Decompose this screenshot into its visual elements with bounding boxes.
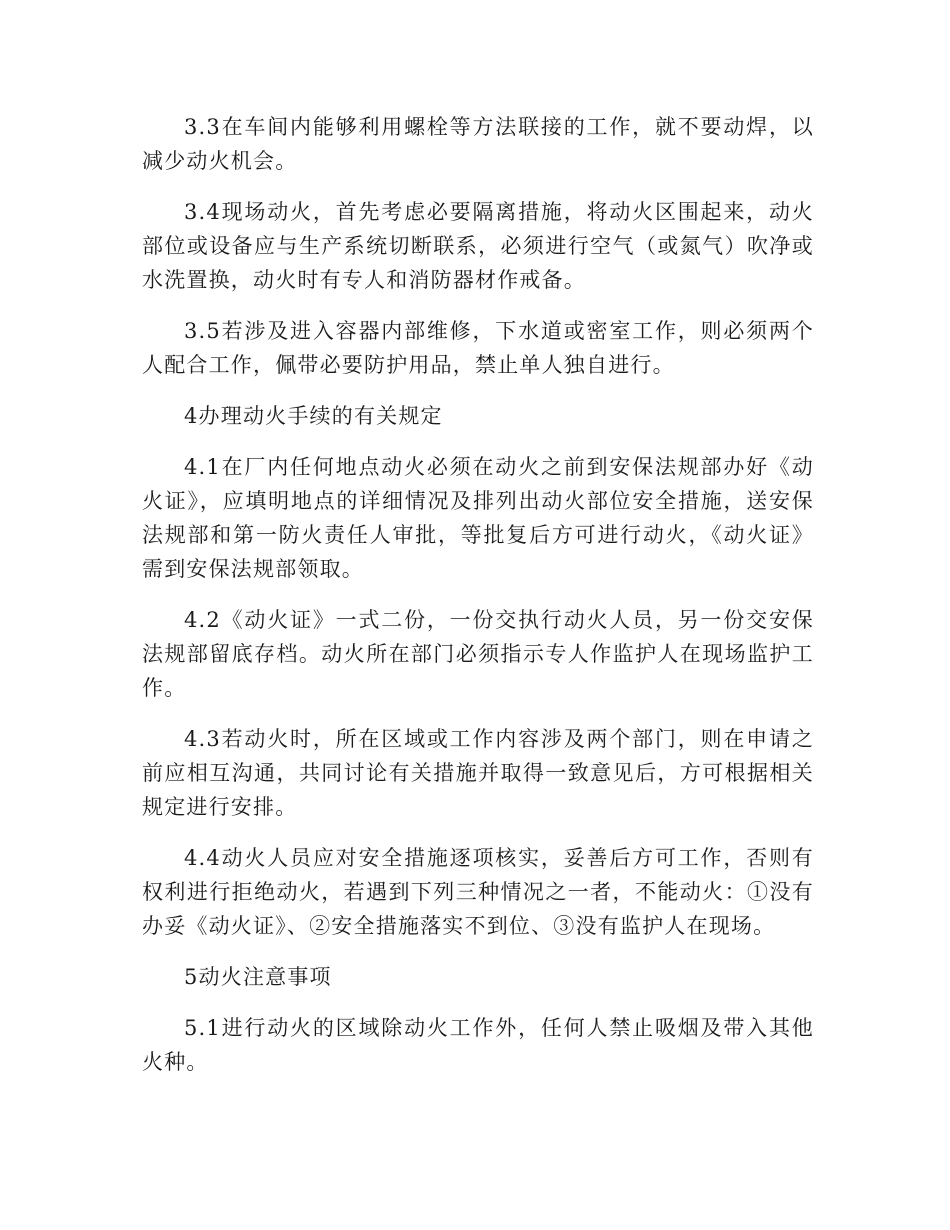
- paragraph-5-1: 5.1进行动火的区域除动火工作外，任何人禁止吸烟及带入其他火种。: [142, 1016, 814, 1074]
- document-body: [142, 110, 814, 1096]
- paragraph-3-5: 3.5若涉及进入容器内部维修，下水道或密室工作，则必须两个人配合工作，佩带必要防护用品，禁止单人独自进行。: [142, 319, 814, 377]
- paragraph-4-4: 4.4动火人员应对安全措施逐项核实，妥善后方可工作，否则有权利进行拒绝动火，若遇到下列三种情况之一者，不能动火：①没有办妥《动火证》、②安全措施落实不到位、③没有监护人在现场。: [142, 846, 814, 938]
- section-heading-4: 4办理动火手续的有关规定: [184, 404, 443, 428]
- paragraph-3-4: 3.4现场动火，首先考虑必要隔离措施，将动火区围起来，动火部位或设备应与生产系统切断联系，必须进行空气（或氮气）吹净或水洗置换，动火时有专人和消防器材作戒备。: [142, 200, 814, 292]
- paragraph-4-2: 4.2《动火证》一式二份，一份交执行动火人员，另一份交安保法规部留底存档。动火所在部门必须指示专人作监护人在现场监护工作。: [142, 608, 814, 700]
- section-heading-5: 5动火注意事项: [184, 965, 332, 989]
- paragraph-4-1: 4.1在厂内任何地点动火必须在动火之前到安保法规部办好《动火证》，应填明地点的详细情况及排列出动火部位安全措施，送安保法规部和第一防火责任人审批，等批复后方可进行动火，《动火证》需到安保法规部领取。: [142, 455, 814, 581]
- paragraph-4-3: 4.3若动火时，所在区域或工作内容涉及两个部门，则在申请之前应相互沟通，共同讨论有关措施并取得一致意见后，方可根据相关规定进行安排。: [142, 727, 814, 819]
- paragraph-3-3: 3.3在车间内能够利用螺栓等方法联接的工作，就不要动焊，以减少动火机会。: [142, 115, 814, 173]
